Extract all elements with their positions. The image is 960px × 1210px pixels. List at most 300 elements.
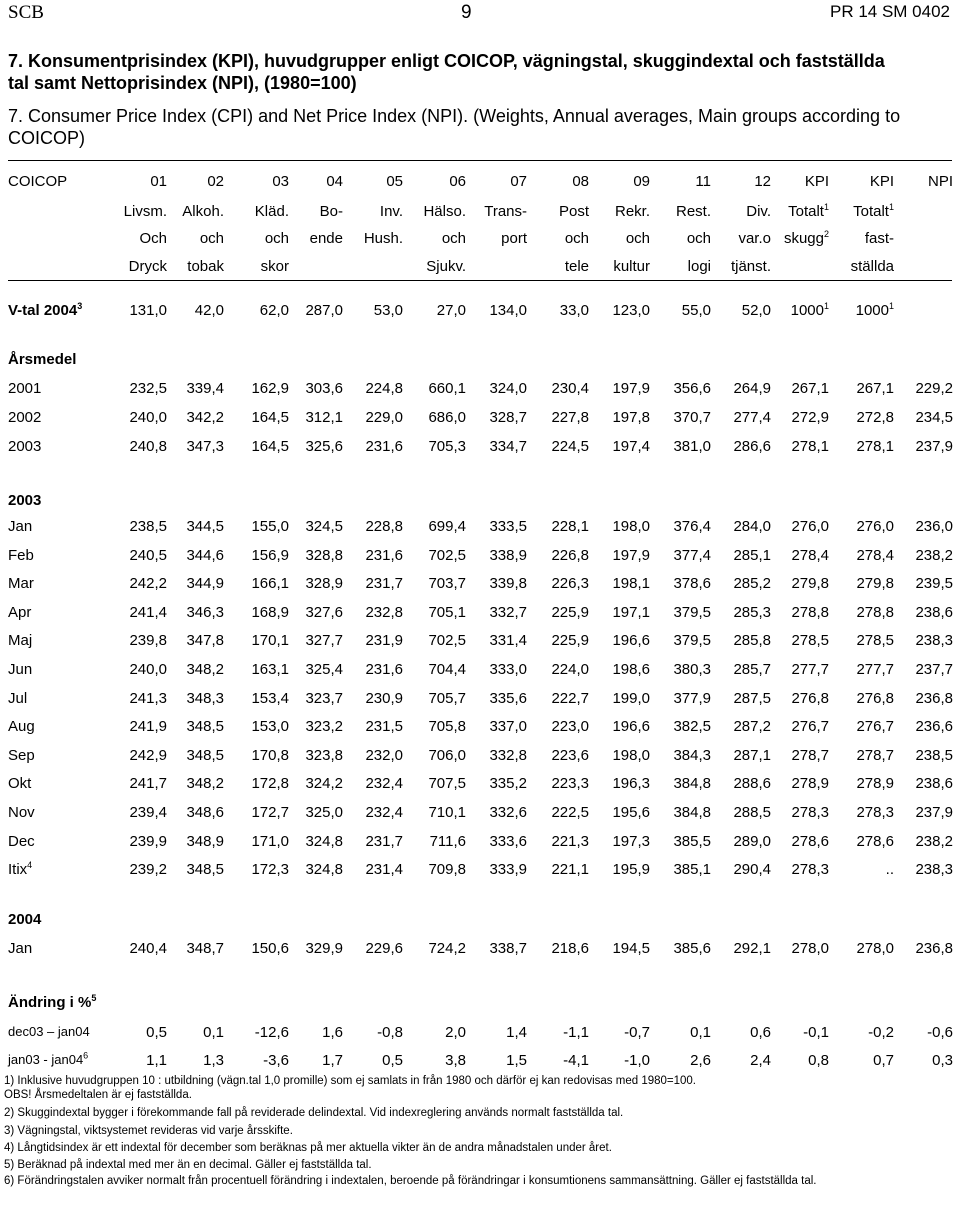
- table-cell: [457, 1024, 527, 1041]
- cell-value: 232,4: [365, 775, 403, 793]
- cell-value: 131,0: [129, 302, 167, 319]
- table-cell: [519, 575, 589, 592]
- column-header-text: Bo-: [319, 203, 343, 220]
- table-cell: [457, 438, 527, 455]
- cell-value: 236,6: [915, 718, 953, 736]
- column-header-text: Hush.: [363, 230, 403, 247]
- cell-value: 338,9: [489, 546, 527, 564]
- cell-value: 42,0: [194, 302, 224, 319]
- cell-value: 123,0: [612, 302, 650, 319]
- cell-value: 198,6: [612, 661, 650, 678]
- row-label-text: Jun: [8, 661, 33, 678]
- cell-value: 1000: [790, 302, 824, 319]
- superscript-ref: 6: [83, 1050, 89, 1061]
- table-cell: [883, 718, 953, 735]
- cell-value: 0,5: [382, 1052, 403, 1069]
- cell-value: 223,3: [551, 775, 589, 793]
- column-header-text: Alkoh.: [182, 203, 224, 220]
- column-header-text: Rekr.: [614, 203, 650, 220]
- cell-value: 385,6: [673, 940, 711, 957]
- table-cell: [457, 861, 527, 878]
- cell-value: 348,2: [186, 775, 224, 793]
- cell-value: 338,7: [489, 940, 527, 957]
- table-cell: [580, 302, 650, 319]
- cell-value: 379,5: [673, 632, 711, 650]
- table-cell: [154, 804, 224, 821]
- header-top-rule: [8, 160, 952, 161]
- table-cell: [154, 518, 224, 535]
- table-cell: [333, 1024, 403, 1041]
- cell-value: 241,7: [129, 775, 167, 793]
- cell-value: 236,0: [915, 518, 953, 535]
- cell-value: 709,8: [428, 861, 466, 879]
- column-header-text: ställda: [850, 258, 894, 275]
- column-header-text: Trans-: [484, 203, 527, 220]
- table-cell: [580, 747, 650, 764]
- row-label-text: 2003: [8, 438, 42, 455]
- table-cell: [580, 380, 650, 397]
- cell-value: 337,0: [489, 718, 527, 736]
- row-label: [8, 833, 35, 850]
- table-cell: [457, 518, 527, 535]
- cell-value: 289,0: [733, 832, 771, 850]
- table-cell: [396, 775, 466, 792]
- column-header-text: var.o: [738, 230, 771, 247]
- column-header-text: Post: [558, 203, 589, 220]
- table-cell: [333, 661, 403, 678]
- cell-value: 195,6: [612, 804, 650, 821]
- cell-value: 286,6: [733, 438, 771, 455]
- superscript-ref: 1: [888, 202, 894, 212]
- column-header-line: [759, 230, 829, 247]
- table-title-english: 7. Consumer Price Index (CPI) and Net Price Index (NPI). (Weights, Annual averages, Main groups according to COICOP): [8, 106, 901, 148]
- cell-value: 156,9: [251, 546, 289, 564]
- cell-value: 332,6: [489, 804, 527, 821]
- cell-value: 711,6: [429, 832, 466, 850]
- table-cell: [396, 861, 466, 878]
- cell-value: 237,9: [915, 438, 953, 455]
- cell-value: 724,2: [428, 940, 466, 957]
- cell-value: -0,6: [927, 1024, 953, 1041]
- column-header-text: port: [501, 230, 527, 247]
- table-cell: [519, 690, 589, 707]
- table-cell: [883, 775, 953, 792]
- cell-value: 285,3: [733, 603, 771, 621]
- column-code: 11: [695, 173, 711, 190]
- table-cell: [333, 302, 403, 319]
- table-cell: [759, 604, 829, 621]
- table-cell: [519, 747, 589, 764]
- table-cell: [396, 940, 466, 957]
- column-header-line: [580, 203, 650, 220]
- column-header-text: logi: [687, 258, 711, 275]
- cell-value: 228,8: [365, 518, 403, 535]
- row-label: [8, 632, 32, 649]
- cell-value: 1,3: [203, 1052, 224, 1069]
- cell-value: 229,6: [365, 940, 403, 957]
- cell-value: 155,0: [251, 518, 289, 535]
- cell-value: 197,9: [612, 380, 650, 397]
- column-header-text: Och: [139, 230, 167, 247]
- footnote: 5) Beräknad på indextal med mer än en decimal. Gäller ej fastställda tal.: [4, 1159, 372, 1171]
- cell-value: 333,9: [489, 861, 527, 879]
- cell-value: 335,6: [489, 689, 527, 707]
- table-cell: [457, 833, 527, 850]
- table-cell: [457, 718, 527, 735]
- cell-value: 33,0: [559, 302, 589, 319]
- table-cell: [333, 409, 403, 426]
- footnote: 1) Inklusive huvudgruppen 10 : utbildning (vägn.tal 1,0 promille) som ej samlats in från 1980 och därför ej kan redovisas med 1980=100.: [4, 1075, 696, 1087]
- cell-value: -3,6: [263, 1052, 289, 1069]
- cell-value: 222,5: [551, 804, 589, 821]
- cell-value: 2,6: [690, 1052, 711, 1069]
- cell-value: 324,2: [305, 775, 343, 793]
- column-header-line: [580, 230, 650, 247]
- cell-value: 3,8: [445, 1052, 466, 1069]
- table-cell: [883, 575, 953, 592]
- table-cell: [333, 518, 403, 535]
- column-header-text: skugg: [783, 230, 824, 247]
- table-cell: [519, 438, 589, 455]
- column-header-text: Totalt: [788, 203, 824, 220]
- table-cell: [396, 1024, 466, 1041]
- cell-value: 238,5: [915, 746, 953, 764]
- table-cell: [333, 380, 403, 397]
- column-header-text: skor: [260, 258, 289, 275]
- cell-value: 705,3: [428, 438, 466, 455]
- table-cell: [519, 775, 589, 792]
- cell-value: 292,1: [733, 940, 771, 957]
- row-label-text: dec03 – jan04: [8, 1024, 90, 1039]
- cell-value: 164,5: [251, 438, 289, 455]
- cell-value: 342,2: [186, 409, 224, 426]
- cell-value: 242,9: [129, 746, 167, 764]
- cell-value: 231,6: [365, 438, 403, 455]
- row-label-text: Itix: [8, 861, 28, 879]
- cell-value: 231,7: [365, 832, 403, 850]
- column-code: 09: [633, 173, 650, 190]
- cell-value: 0,1: [203, 1024, 224, 1041]
- cell-value: 287,0: [305, 302, 343, 319]
- cell-value: 278,0: [791, 940, 829, 957]
- table-cell: [883, 604, 953, 621]
- cell-value: 2,4: [750, 1052, 771, 1069]
- cell-value: 27,0: [436, 302, 466, 319]
- table-cell: [154, 747, 224, 764]
- cell-value: 348,5: [186, 746, 224, 764]
- cell-value: 278,9: [791, 775, 829, 793]
- row-label-text: Jan: [8, 518, 33, 535]
- column-header-text: Div.: [746, 203, 771, 220]
- table-cell: [580, 547, 650, 564]
- cell-value: 710,1: [428, 804, 466, 821]
- table-cell: [883, 547, 953, 564]
- cell-value: 276,0: [856, 518, 894, 535]
- cell-value: 196,6: [612, 632, 650, 650]
- column-header-text: Inv.: [379, 203, 403, 220]
- column-header-line: [154, 230, 224, 247]
- row-label: [8, 940, 32, 957]
- cell-value: 705,7: [428, 689, 466, 707]
- footnote: OBS! Årsmedeltalen är ej fastställda.: [4, 1089, 192, 1101]
- page-number: 9: [461, 2, 472, 23]
- cell-value: 287,2: [733, 718, 771, 736]
- cell-value: 229,0: [365, 409, 403, 426]
- table-cell: [519, 302, 589, 319]
- cell-value: 238,5: [129, 518, 167, 535]
- column-code: 04: [326, 173, 343, 190]
- table-cell: [759, 747, 829, 764]
- cell-value: 324,0: [489, 380, 527, 397]
- table-cell: [883, 747, 953, 764]
- cell-value: 231,9: [365, 632, 403, 650]
- cell-value: -0,8: [377, 1024, 403, 1041]
- table-cell: [519, 1052, 589, 1069]
- cell-value: 194,5: [612, 940, 650, 957]
- cell-value: 370,7: [673, 409, 711, 426]
- cell-value: 660,1: [428, 380, 466, 397]
- year-2004-heading-text: 2004: [8, 911, 42, 928]
- cell-value: 702,5: [428, 632, 466, 650]
- table-cell: [396, 380, 466, 397]
- row-label-text: Maj: [8, 632, 33, 650]
- cell-value: 197,4: [612, 438, 650, 455]
- column-header-text: Sjukv.: [426, 258, 466, 275]
- change-heading-text: Ändring i %: [8, 994, 92, 1011]
- cell-value: 0,1: [690, 1024, 711, 1041]
- table-cell: [883, 1052, 953, 1069]
- column-header-text: Kläd.: [254, 203, 289, 220]
- cell-value: 686,0: [428, 409, 466, 426]
- table-cell: [154, 547, 224, 564]
- cell-value: 278,3: [856, 804, 894, 821]
- row-label: [8, 575, 34, 592]
- cell-value: 0,6: [750, 1024, 771, 1041]
- table-cell: [396, 438, 466, 455]
- row-label-text: Okt: [8, 775, 32, 793]
- row-label: [8, 302, 82, 319]
- column-header-text: tjänst.: [730, 258, 771, 275]
- table-cell: [154, 690, 224, 707]
- cell-value: 332,7: [489, 603, 527, 621]
- table-cell: [759, 1052, 829, 1069]
- table-cell: [154, 438, 224, 455]
- cell-value: 278,5: [856, 632, 894, 650]
- table-cell: [457, 804, 527, 821]
- cell-value: 278,6: [856, 832, 894, 850]
- cell-value: 2,0: [445, 1024, 466, 1041]
- table-cell: [580, 604, 650, 621]
- cell-value: 230,9: [365, 689, 403, 707]
- column-header-line: [580, 258, 650, 275]
- row-label: [8, 547, 34, 564]
- table-cell: [396, 575, 466, 592]
- cell-value: 379,5: [673, 603, 711, 621]
- cell-value: 241,4: [129, 603, 167, 621]
- cell-value: 224,8: [365, 380, 403, 397]
- cell-value: 0,8: [808, 1052, 829, 1069]
- table-cell: [396, 604, 466, 621]
- table-cell: [457, 604, 527, 621]
- cell-value: 348,5: [186, 861, 224, 879]
- cell-value: 53,0: [373, 302, 403, 319]
- superscript-ref: 5: [91, 993, 97, 1003]
- row-label-text: jan03 - jan04: [8, 1052, 84, 1067]
- row-label-text: Jan: [8, 940, 33, 957]
- cell-value: 278,0: [856, 940, 894, 957]
- year-2003-heading-text: 2003: [8, 492, 42, 509]
- table-cell: [154, 1024, 224, 1041]
- cell-value: 240,8: [129, 438, 167, 455]
- cell-value: 278,3: [791, 804, 829, 821]
- cell-value: 278,4: [856, 546, 894, 564]
- cell-value: 150,6: [251, 940, 289, 957]
- cell-value: 344,9: [186, 575, 224, 593]
- cell-value: 1,4: [506, 1024, 527, 1041]
- cell-value: 224,0: [551, 661, 589, 678]
- cell-value: 238,6: [915, 775, 953, 793]
- column-header-line: [824, 258, 894, 275]
- table-cell: [759, 302, 829, 319]
- column-header-text: och: [264, 230, 289, 247]
- cell-value: 198,0: [612, 746, 650, 764]
- column-code: 06: [449, 173, 466, 190]
- cell-value: 324,8: [305, 861, 343, 879]
- cell-value: 276,7: [791, 718, 829, 736]
- superscript-ref: 2: [823, 229, 829, 239]
- row-label-text: V-tal 2004: [8, 302, 78, 319]
- row-label: [8, 438, 41, 455]
- table-cell: [396, 632, 466, 649]
- column-code: 07: [510, 173, 527, 190]
- cell-value: 333,6: [489, 832, 527, 850]
- cell-value: 276,7: [856, 718, 894, 736]
- cell-value: 163,1: [251, 661, 289, 678]
- cell-value: 348,7: [186, 940, 224, 957]
- table-cell: [396, 718, 466, 735]
- column-code: 08: [572, 173, 589, 190]
- column-header-text: Hälso.: [423, 203, 466, 220]
- cell-value: 230,4: [551, 380, 589, 397]
- table-cell: [759, 661, 829, 678]
- superscript-ref: 4: [27, 860, 33, 871]
- cell-value: 705,1: [428, 603, 466, 621]
- cell-value: 699,4: [428, 518, 466, 535]
- table-cell: [580, 409, 650, 426]
- cell-value: 242,2: [129, 575, 167, 593]
- table-cell: [396, 690, 466, 707]
- table-cell: [580, 575, 650, 592]
- cell-value: 232,0: [365, 746, 403, 764]
- cell-value: 278,8: [856, 603, 894, 621]
- table-cell: [759, 438, 829, 455]
- superscript-ref: 1: [823, 202, 829, 212]
- cell-value: 170,1: [251, 632, 289, 650]
- table-cell: [580, 833, 650, 850]
- table-cell: [519, 833, 589, 850]
- cell-value: 153,0: [251, 718, 289, 736]
- cell-value: 325,6: [305, 438, 343, 455]
- table-cell: [580, 804, 650, 821]
- cell-value: 279,8: [856, 575, 894, 593]
- cell-value: 1,5: [506, 1052, 527, 1069]
- cell-value: 198,0: [612, 518, 650, 535]
- table-cell: [519, 661, 589, 678]
- superscript-ref: 1: [823, 301, 829, 311]
- cell-value: 288,5: [733, 804, 771, 821]
- cell-value: 171,0: [251, 832, 289, 850]
- cell-value: 333,0: [489, 661, 527, 678]
- cell-value: ..: [885, 861, 894, 879]
- row-label: [8, 804, 35, 821]
- cell-value: 702,5: [428, 546, 466, 564]
- row-label: [8, 604, 31, 621]
- change-heading: [8, 994, 96, 1011]
- cell-value: 172,7: [251, 804, 289, 821]
- table-cell: [457, 1052, 527, 1069]
- cell-value: 278,7: [856, 746, 894, 764]
- header-bottom-rule: [8, 280, 952, 281]
- cell-value: 240,5: [129, 546, 167, 564]
- cell-value: 278,1: [856, 438, 894, 455]
- table-cell: [457, 775, 527, 792]
- cell-value: 239,9: [129, 832, 167, 850]
- cell-value: 238,2: [915, 832, 953, 850]
- column-header-text: Livsm.: [123, 203, 167, 220]
- table-cell: [333, 804, 403, 821]
- cell-value: 231,5: [365, 718, 403, 736]
- column-code: KPI: [869, 173, 894, 190]
- table-cell: [580, 718, 650, 735]
- table-cell: [519, 604, 589, 621]
- cell-value: 153,4: [251, 689, 289, 707]
- cell-value: 381,0: [673, 438, 711, 455]
- cell-value: 267,1: [791, 380, 829, 397]
- table-cell: [457, 547, 527, 564]
- table-cell: [396, 747, 466, 764]
- cell-value: 238,3: [915, 632, 953, 650]
- row-label: [8, 861, 32, 878]
- column-header-line: [701, 258, 771, 275]
- superscript-ref: 1: [888, 301, 894, 311]
- table-cell: [883, 438, 953, 455]
- cell-value: 228,1: [551, 518, 589, 535]
- cell-value: 1,6: [322, 1024, 343, 1041]
- table-cell: [519, 518, 589, 535]
- cell-value: 276,8: [856, 689, 894, 707]
- row-label-text: Apr: [8, 603, 32, 621]
- cell-value: 356,6: [673, 380, 711, 397]
- table-cell: [580, 940, 650, 957]
- cell-value: 238,2: [915, 546, 953, 564]
- cell-value: 346,3: [186, 603, 224, 621]
- cell-value: 240,4: [129, 940, 167, 957]
- table-cell: [580, 861, 650, 878]
- cell-value: 325,0: [305, 804, 343, 821]
- cell-value: 348,5: [186, 718, 224, 736]
- table-cell: [883, 380, 953, 397]
- cell-value: 287,5: [733, 689, 771, 707]
- superscript-ref: 3: [77, 301, 83, 311]
- footnote: 2) Skuggindextal bygger i förekommande fall på reviderade delindextal. Vid indexreglering används normalt fastställda tal.: [4, 1107, 624, 1119]
- cell-value: 264,9: [733, 380, 771, 397]
- table-cell: [457, 690, 527, 707]
- column-code: 03: [272, 173, 289, 190]
- column-header-text: ende: [309, 230, 343, 247]
- cell-value: 348,3: [186, 689, 224, 707]
- table-cell: [154, 575, 224, 592]
- publisher-label: SCB: [8, 2, 44, 23]
